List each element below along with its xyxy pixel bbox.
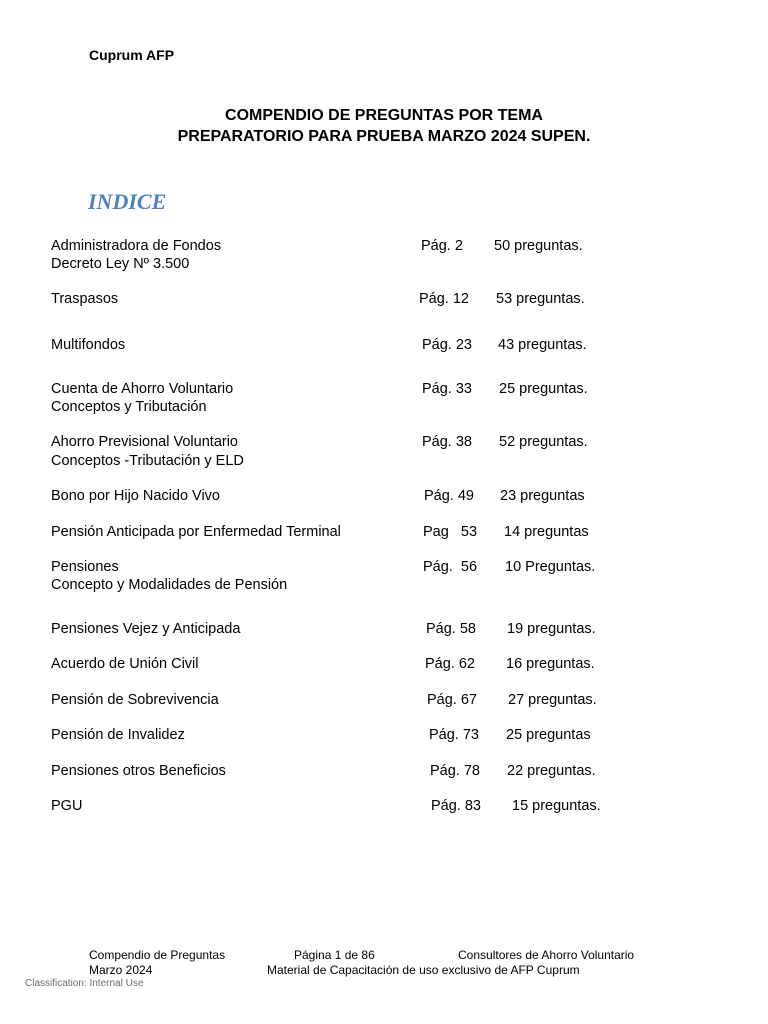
toc-question-count: 19 preguntas. — [507, 621, 596, 637]
toc-page: Pág. 2 — [421, 238, 463, 254]
toc-question-count: 16 preguntas. — [506, 656, 595, 672]
toc-topic: Traspasos — [51, 291, 119, 307]
toc-topic: Ahorro Previsional Voluntario — [51, 434, 238, 450]
toc-question-count: 15 preguntas. — [512, 798, 601, 814]
toc-page: Pág. 33 — [422, 381, 472, 397]
toc-topic: PGU — [51, 798, 83, 814]
toc-page: Pág. 83 — [431, 798, 481, 814]
toc-question-count: 52 preguntas. — [499, 434, 588, 450]
company-header: Cuprum AFP — [89, 47, 175, 63]
footer-notice: Material de Capacitación de uso exclusivo de AFP Cuprum — [267, 963, 580, 977]
toc-topic: Pensiones — [51, 559, 119, 575]
document-title-line2: PREPARATORIO PARA PRUEBA MARZO 2024 SUPEN. — [177, 128, 591, 145]
toc-topic: Pensiones Vejez y Anticipada — [51, 621, 241, 637]
toc-page: Pág. 78 — [430, 763, 480, 779]
toc-topic: Administradora de Fondos — [51, 238, 222, 254]
toc-topic: Pensión de Invalidez — [51, 727, 185, 743]
toc-question-count: 25 preguntas — [506, 727, 591, 743]
toc-topic-subtitle: Decreto Ley Nº 3.500 — [51, 256, 190, 272]
footer-doc-title: Compendio de Preguntas — [89, 948, 226, 962]
document-title-line1: COMPENDIO DE PREGUNTAS POR TEMA — [225, 107, 543, 124]
toc-topic: Cuenta de Ahorro Voluntario — [51, 381, 234, 397]
toc-page: Pág. 56 — [423, 559, 478, 575]
toc-question-count: 43 preguntas. — [498, 337, 587, 353]
toc-question-count: 22 preguntas. — [507, 763, 596, 779]
toc-question-count: 10 Preguntas. — [505, 559, 596, 575]
toc-question-count: 53 preguntas. — [496, 291, 585, 307]
toc-page: Pág. 67 — [427, 692, 477, 708]
toc-topic: Pensión de Sobrevivencia — [51, 692, 219, 708]
footer-date: Marzo 2024 — [89, 963, 153, 977]
toc-topic-subtitle: Conceptos y Tributación — [51, 399, 207, 415]
index-heading: INDICE — [88, 189, 167, 214]
toc-topic: Bono por Hijo Nacido Vivo — [51, 488, 220, 504]
footer-department: Consultores de Ahorro Voluntario — [458, 948, 635, 962]
toc-topic: Pensión Anticipada por Enfermedad Terminal — [51, 524, 341, 540]
toc-question-count: 23 preguntas — [500, 488, 585, 504]
toc-page: Pag 53 — [423, 524, 478, 540]
toc-page: Pág. 49 — [424, 488, 474, 504]
toc-question-count: 25 preguntas. — [499, 381, 588, 397]
toc-topic: Acuerdo de Unión Civil — [51, 656, 199, 672]
toc-question-count: 50 preguntas. — [494, 238, 583, 254]
toc-page: Pág. 12 — [419, 291, 469, 307]
toc-question-count: 14 preguntas — [504, 524, 589, 540]
toc-page: Pág. 38 — [422, 434, 472, 450]
toc-topic-subtitle: Conceptos -Tributación y ELD — [51, 453, 244, 469]
toc-topic: Pensiones otros Beneficios — [51, 763, 226, 779]
toc-page: Pág. 73 — [429, 727, 479, 743]
toc-question-count: 27 preguntas. — [508, 692, 597, 708]
footer-page-info: Página 1 de 86 — [294, 948, 375, 962]
toc-topic: Multifondos — [51, 337, 126, 353]
classification-label: Classification: Internal Use — [25, 978, 144, 989]
toc-page: Pág. 58 — [426, 621, 476, 637]
toc-page: Pág. 23 — [422, 337, 472, 353]
toc-page: Pág. 62 — [425, 656, 475, 672]
toc-topic-subtitle: Concepto y Modalidades de Pensión — [51, 577, 288, 593]
